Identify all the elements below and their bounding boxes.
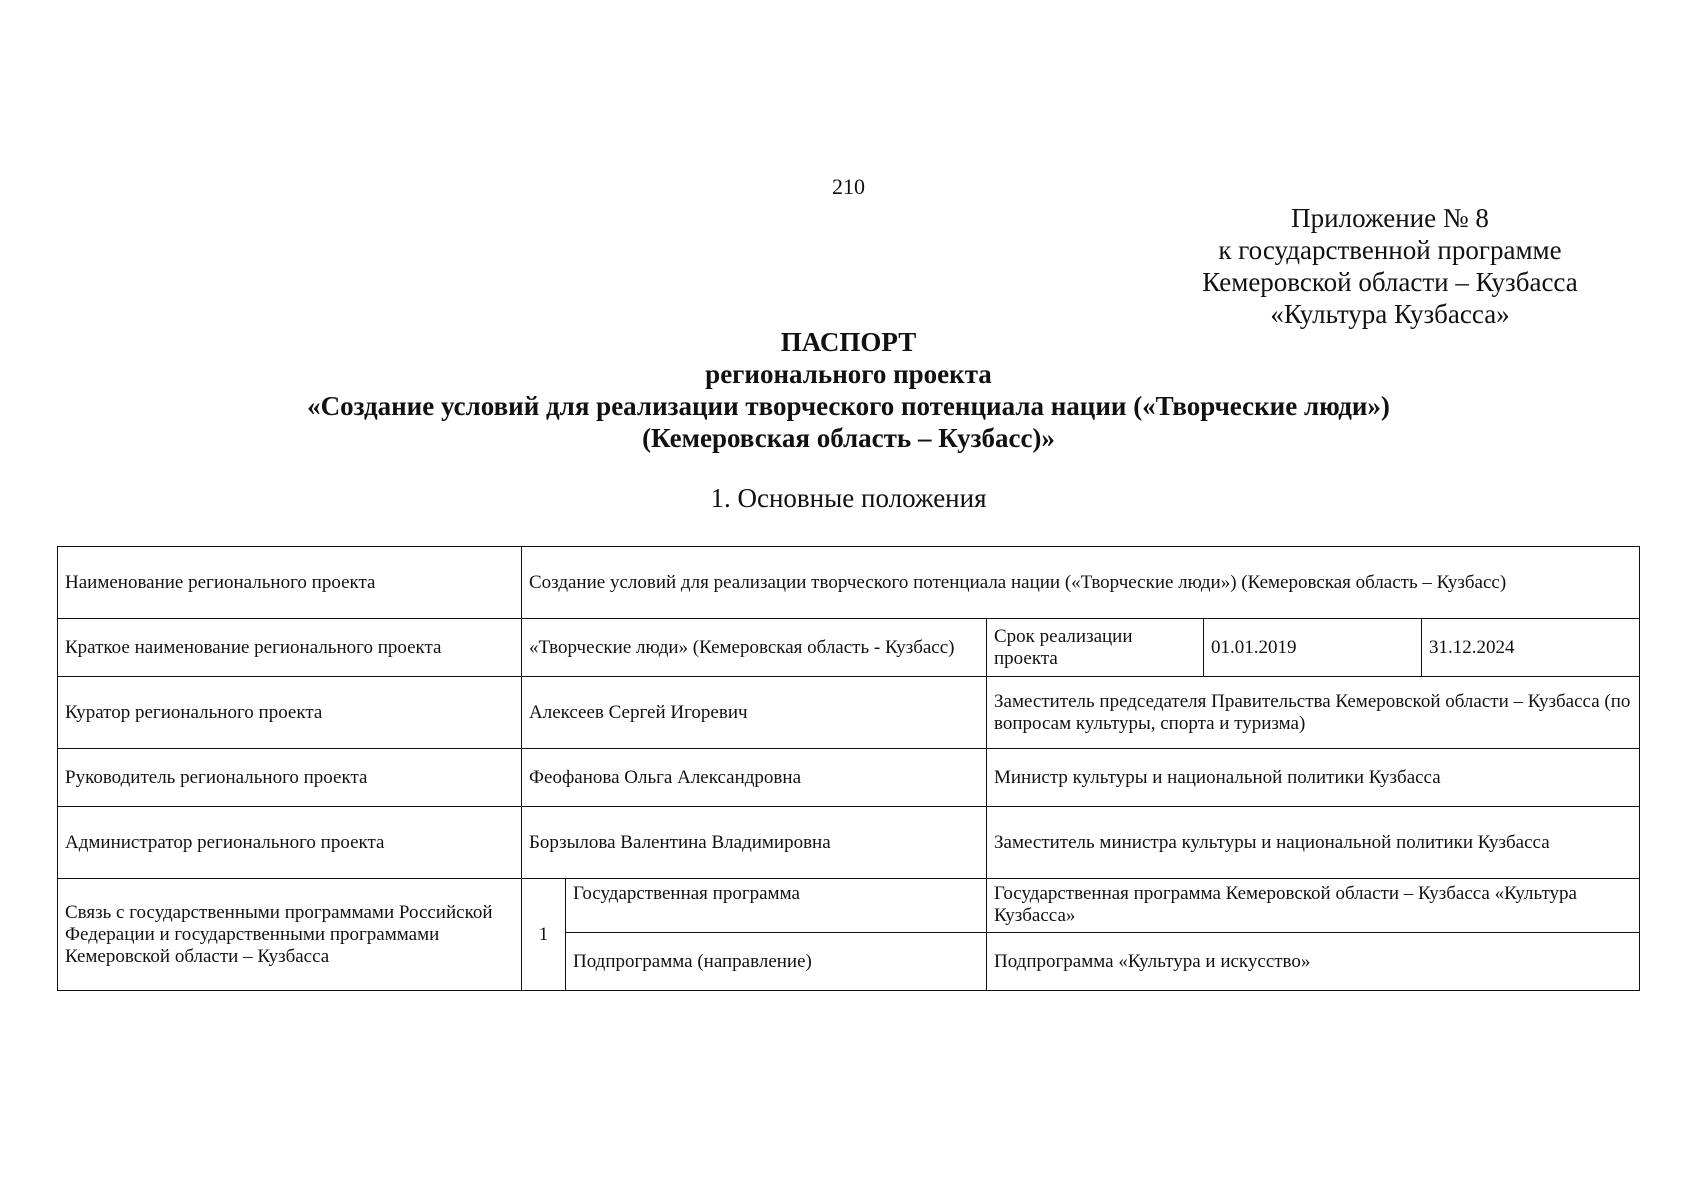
table-row	[58, 619, 1640, 677]
subprogram-value: Подпрограмма «Культура и искусство»	[987, 933, 1640, 991]
head-label: Руководитель регионального проекта	[58, 749, 522, 807]
appendix-line: Кемеровской области – Кузбасса	[1202, 267, 1578, 297]
table-row	[58, 547, 1640, 619]
link-number: 1	[522, 879, 566, 991]
title-line: регионального проекта	[705, 359, 992, 389]
title-line: (Кемеровская область – Кузбасс)»	[642, 423, 1055, 453]
subprogram-label: Подпрограмма (направление)	[566, 933, 987, 991]
link-label: Связь с государственными программами Российской Федерации и государственными программами Кемеровской области – Кузбасса	[58, 879, 522, 991]
appendix-line: Приложение № 8	[1291, 203, 1489, 233]
appendix-line: к государственной программе	[1218, 235, 1562, 265]
curator-label: Куратор регионального проекта	[58, 677, 522, 749]
title-line: ПАСПОРТ	[780, 327, 917, 357]
page-number: 210	[832, 174, 865, 199]
passport-table	[57, 546, 1640, 991]
table-row	[58, 879, 1640, 933]
short-name-label: Краткое наименование регионального проекта	[58, 619, 522, 677]
table-row	[58, 749, 1640, 807]
admin-label: Администратор регионального проекта	[58, 807, 522, 879]
term-start: 01.01.2019	[1204, 619, 1422, 677]
program-label: Государственная программа	[566, 879, 987, 933]
admin-position: Заместитель министра культуры и национальной политики Кузбасса	[987, 807, 1640, 879]
term-label: Срок реализации проекта	[987, 619, 1204, 677]
title-line: «Создание условий для реализации творческого потенциала нации («Творческие люди»)	[307, 391, 1390, 421]
head-name: Феофанова Ольга Александровна	[522, 749, 987, 807]
table-row	[58, 677, 1640, 749]
document-title	[0, 326, 1697, 454]
program-value: Государственная программа Кемеровской области – Кузбасса «Культура Кузбасса»	[987, 879, 1640, 933]
appendix-line: «Культура Кузбасса»	[1270, 299, 1510, 329]
table-row	[58, 807, 1640, 879]
section-heading: 1. Основные положения	[710, 483, 987, 513]
short-name-value: «Творческие люди» (Кемеровская область - Кузбасс)	[522, 619, 987, 677]
curator-position: Заместитель председателя Правительства Кемеровской области – Кузбасса (по вопросам культуры, спорта и туризма)	[987, 677, 1640, 749]
curator-name: Алексеев Сергей Игоревич	[522, 677, 987, 749]
head-position: Министр культуры и национальной политики Кузбасса	[987, 749, 1640, 807]
admin-name: Борзылова Валентина Владимировна	[522, 807, 987, 879]
appendix-header	[1180, 202, 1600, 330]
name-value: Создание условий для реализации творческого потенциала нации («Творческие люди») (Кемеровская область – Кузбасс)	[522, 547, 1640, 619]
name-label: Наименование регионального проекта	[58, 547, 522, 619]
term-end: 31.12.2024	[1422, 619, 1640, 677]
